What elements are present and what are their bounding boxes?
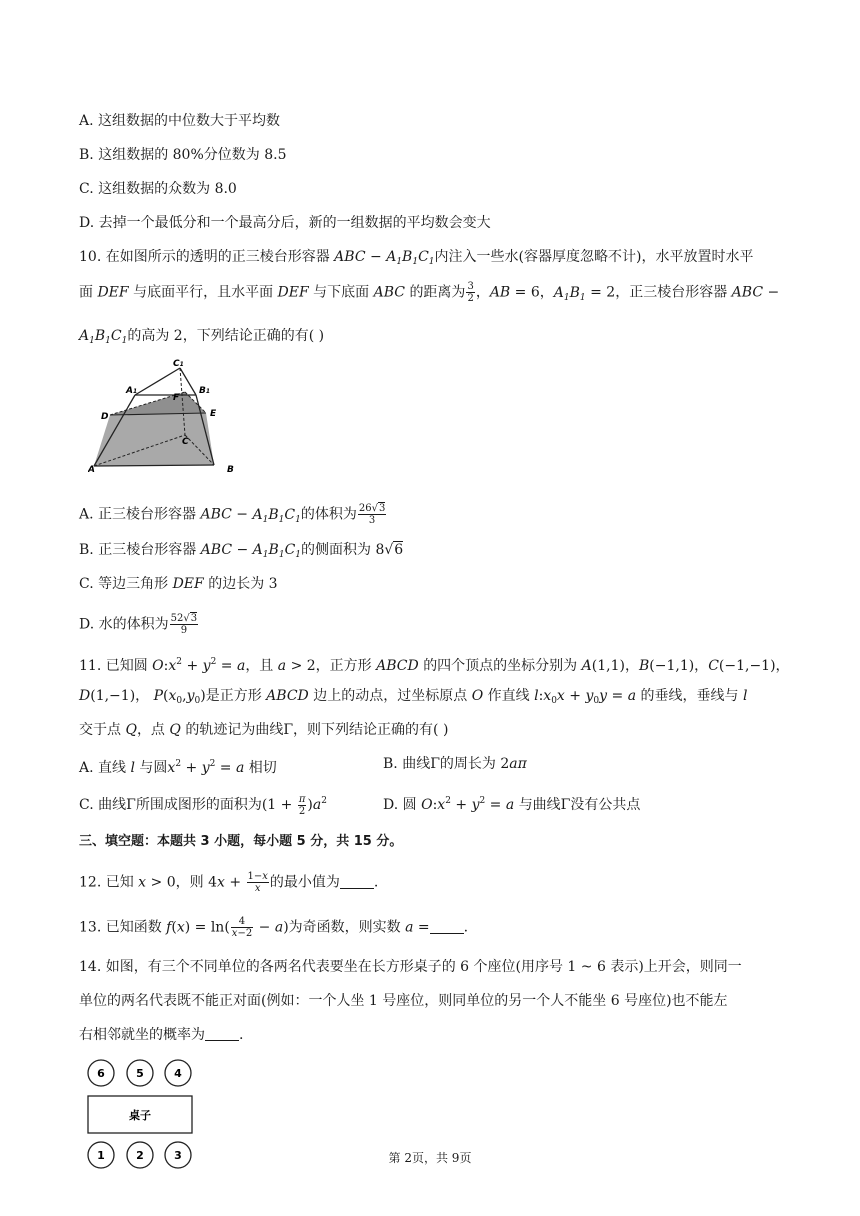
q10-option-b: B. 正三棱台形容器 ABC − $A_1B_1C_1$的侧面积为 8√6 xyxy=(79,542,404,560)
q9-option-a: A. 这组数据的中位数大于平均数 xyxy=(79,113,281,129)
q10-stem-line2: 面 DEF 与底面平行，且水平面 DEF 与下底面 ABC 的距离为 $\frac{3}{2}$ ，AB = 6，$A_1B_1 = 2$，正三棱台形容器 ABC − xyxy=(79,281,780,304)
q14-line1: 14. 如图，有三个不同单位的各两名代表要坐在长方形桌子的 6 个座位(用序号 1 ~ 6 表示)上开会，则同一 xyxy=(79,959,742,975)
q14-line3: 右相邻就坐的概率为 . xyxy=(79,1027,244,1043)
page-footer: 第 2页，共 9页 xyxy=(388,1151,472,1165)
seat-2: 2 xyxy=(136,1149,144,1162)
q11-stem-line1: 11. 已知圆 $O:x^2 + y^2 = a$，且 a > 2，正方形 ABCD 的四个顶点的坐标分别为 A(1,1)，B(−1,1)，C(−1,−1)， xyxy=(79,657,790,674)
label-a: A xyxy=(88,465,95,475)
label-b1: B1 xyxy=(199,386,211,396)
q9-option-d: D. 去掉一个最低分和一个最高分后，新的一组数据的平均数会变大 xyxy=(79,215,491,231)
q12-answer-blank[interactable] xyxy=(340,874,374,889)
label-f: F xyxy=(173,393,180,403)
seat-3: 3 xyxy=(174,1149,182,1162)
q11-option-b: B. 曲线Γ的周长为 2aπ xyxy=(383,756,527,772)
seat-1: 1 xyxy=(97,1149,105,1162)
q11-stem-line3: 交于点 Q，点 Q 的轨迹记为曲线Γ，则下列结论正确的有( ) xyxy=(79,722,449,738)
q13-stem: 13. 已知函数 f(x) = ln( $\frac{4}{x-2}$ − a)为奇函数，则实数 a = . xyxy=(79,916,469,939)
q11-option-c: C. 曲线Γ所围成图形的面积为(1 + $\frac{\pi}{2}$ )$a^2$ xyxy=(79,793,327,817)
q10-stem-line3: $A_1B_1C_1$的高为 2，下列结论正确的有( ) xyxy=(79,328,325,346)
water-region xyxy=(94,413,214,466)
label-d: D xyxy=(101,412,109,422)
q12-stem: 12. 已知 x > 0，则 4x + $\frac{1-x}{x}$ 的最小值为 . xyxy=(79,871,379,894)
q14-line2: 单位的两名代表既不能正对面(例如：一个人坐 1 号座位，则同单位的另一个人不能坐 6 号座位)也不能左 xyxy=(79,993,728,1009)
label-c1: C1 xyxy=(173,359,184,369)
q10-option-d: D. 水的体积为 $\frac{52√3}{9}$ xyxy=(79,613,198,636)
seat-4: 4 xyxy=(174,1067,182,1080)
seat-5: 5 xyxy=(136,1067,144,1080)
section3-heading: 三、填空题：本题共 3 小题，每小题 5 分，共 15 分。 xyxy=(79,834,403,849)
label-e: E xyxy=(210,409,217,419)
q11-option-d: D. 圆 $O:x^2 + y^2 = a$ 与曲线Γ没有公共点 xyxy=(383,796,641,813)
q11-options-row1 xyxy=(79,754,527,778)
q10-option-c: C. 等边三角形 DEF 的边长为 3 xyxy=(79,576,278,592)
table-label: 桌子 xyxy=(129,1109,151,1122)
q13-answer-blank[interactable] xyxy=(430,919,464,934)
q9-option-b: B. 这组数据的 80%分位数为 8.5 xyxy=(79,147,287,163)
q14-answer-blank[interactable] xyxy=(205,1026,239,1041)
seat-6: 6 xyxy=(97,1067,105,1080)
q11-option-a: A. 直线 l 与圆$x^2 + y^2 = a$ 相切 xyxy=(79,759,277,776)
label-a1: A1 xyxy=(126,386,138,396)
q11-options-row2 xyxy=(79,791,641,817)
seats-top xyxy=(88,1060,191,1086)
q10-option-a: A. 正三棱台形容器 ABC − $A_1B_1C_1$的体积为 $\frac{26√3}{3}$ xyxy=(79,503,386,526)
label-c: C xyxy=(182,437,189,447)
q10-frustum-figure xyxy=(88,356,248,476)
label-b: B xyxy=(227,465,234,475)
q11-stem-line2: D(1,−1)， $P(x_0,y_0)$是正方形 ABCD 边上的动点，过坐标原点 O 作直线 $l:x_0x + y_0y = a$ 的垂线，垂线与 l xyxy=(79,688,748,706)
q10-stem-line1: 10. 在如图所示的透明的正三棱台形容器 ABC − $A_1B_1C_1$内注入一些水(容器厚度忽略不计)，水平放置时水平 xyxy=(79,249,754,267)
q9-option-c: C. 这组数据的众数为 8.0 xyxy=(79,181,237,197)
